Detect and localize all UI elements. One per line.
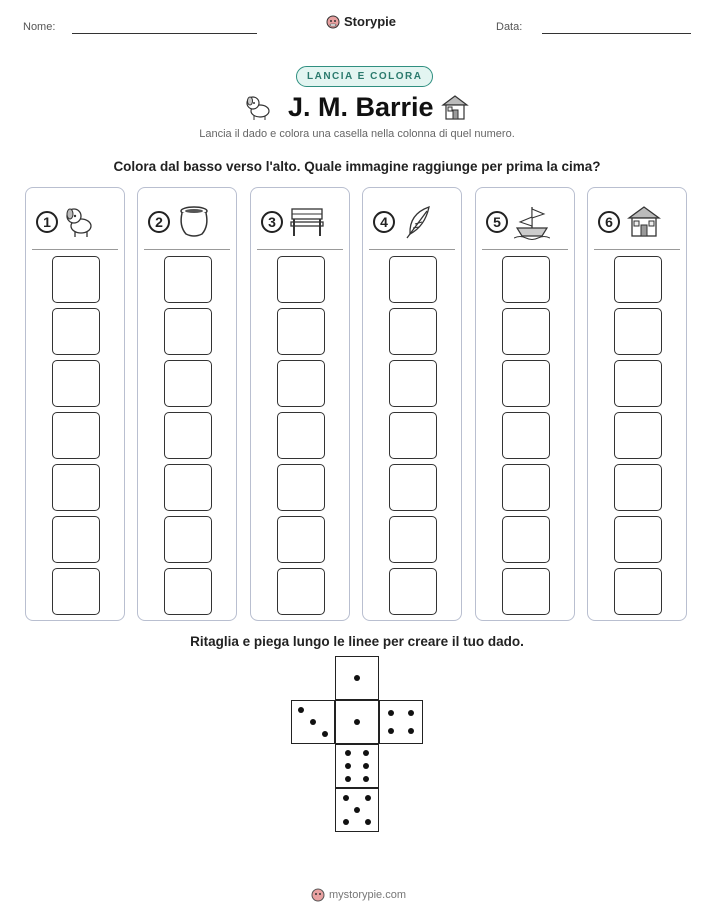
- column-6: [587, 187, 687, 621]
- column-1: [25, 187, 125, 621]
- color-box[interactable]: [277, 308, 325, 355]
- color-box[interactable]: [277, 516, 325, 563]
- die-pip: [363, 776, 369, 782]
- column-header: [373, 204, 437, 240]
- die-pip: [354, 675, 360, 681]
- date-line[interactable]: [542, 33, 691, 34]
- color-box[interactable]: [164, 464, 212, 511]
- color-box[interactable]: [502, 464, 550, 511]
- pot-icon: [176, 204, 212, 240]
- die-face-3: [291, 700, 335, 744]
- name-line[interactable]: [72, 33, 257, 34]
- color-box[interactable]: [502, 308, 550, 355]
- brand-logo: [326, 14, 396, 29]
- subtitle: Lancia il dado e colora una casella nella colonna di quel numero.: [199, 128, 515, 140]
- color-box[interactable]: [614, 568, 662, 615]
- die-pip: [354, 719, 360, 725]
- name-label: Nome:: [23, 21, 56, 33]
- die-pip: [365, 795, 371, 801]
- color-box[interactable]: [52, 308, 100, 355]
- color-box[interactable]: [502, 568, 550, 615]
- die-pip: [343, 795, 349, 801]
- die-face-6: [335, 744, 379, 788]
- color-box[interactable]: [614, 516, 662, 563]
- column-divider: [144, 249, 230, 250]
- die-pip: [354, 807, 360, 813]
- color-box[interactable]: [389, 360, 437, 407]
- color-box[interactable]: [164, 256, 212, 303]
- color-box[interactable]: [52, 568, 100, 615]
- die-face-1: [335, 656, 379, 700]
- die-pip: [345, 763, 351, 769]
- dog-icon: [64, 204, 100, 240]
- column-4: [362, 187, 462, 621]
- page-title: J. M. Barrie: [288, 92, 434, 122]
- column-number: 5: [486, 211, 508, 233]
- color-box[interactable]: [614, 464, 662, 511]
- color-box[interactable]: [389, 308, 437, 355]
- color-box[interactable]: [164, 568, 212, 615]
- color-box[interactable]: [52, 256, 100, 303]
- feather-quill-icon: [401, 204, 437, 240]
- color-box[interactable]: [389, 412, 437, 459]
- color-box[interactable]: [277, 412, 325, 459]
- color-box[interactable]: [389, 464, 437, 511]
- color-box[interactable]: [277, 360, 325, 407]
- brand-name: Storypie: [344, 14, 397, 29]
- color-box[interactable]: [52, 360, 100, 407]
- house-icon: [440, 93, 470, 121]
- column-divider: [257, 249, 343, 250]
- color-box[interactable]: [52, 516, 100, 563]
- color-box[interactable]: [164, 412, 212, 459]
- bench-icon: [289, 204, 325, 240]
- activity-badge: LANCIA E COLORA: [296, 66, 433, 87]
- date-label: Data:: [496, 21, 523, 33]
- color-box[interactable]: [614, 412, 662, 459]
- color-box[interactable]: [164, 308, 212, 355]
- color-box[interactable]: [502, 256, 550, 303]
- pirate-ship-icon: [514, 204, 550, 240]
- column-divider: [594, 249, 680, 250]
- dice-instruction: Ritaglia e piega lungo le linee per creare il tuo dado.: [190, 634, 524, 649]
- column-divider: [482, 249, 568, 250]
- column-number: 6: [598, 211, 620, 233]
- column-3: [250, 187, 350, 621]
- color-box[interactable]: [277, 256, 325, 303]
- house-icon: [626, 204, 662, 240]
- die-pip: [365, 819, 371, 825]
- column-2: [137, 187, 237, 621]
- column-divider: [369, 249, 455, 250]
- color-box[interactable]: [389, 516, 437, 563]
- color-box[interactable]: [389, 568, 437, 615]
- dog-icon: [244, 93, 274, 121]
- die-pip: [343, 819, 349, 825]
- column-header: [486, 204, 550, 240]
- die-face-5: [335, 788, 379, 832]
- color-box[interactable]: [277, 464, 325, 511]
- column-header: [261, 204, 325, 240]
- footer: [311, 888, 406, 902]
- die-pip: [363, 750, 369, 756]
- color-box[interactable]: [389, 256, 437, 303]
- color-box[interactable]: [502, 412, 550, 459]
- column-header: [36, 204, 100, 240]
- die-pip: [298, 707, 304, 713]
- die-pip: [322, 731, 328, 737]
- color-box[interactable]: [614, 308, 662, 355]
- die-pip: [408, 710, 414, 716]
- column-header: [598, 204, 662, 240]
- color-box[interactable]: [52, 464, 100, 511]
- column-divider: [32, 249, 118, 250]
- die-face-4: [379, 700, 423, 744]
- color-box[interactable]: [164, 516, 212, 563]
- die-pip: [388, 710, 394, 716]
- column-header: [148, 204, 212, 240]
- die-pip: [388, 728, 394, 734]
- column-5: [475, 187, 575, 621]
- die-pip: [310, 719, 316, 725]
- column-number: 4: [373, 211, 395, 233]
- color-box[interactable]: [277, 568, 325, 615]
- die-pip: [345, 776, 351, 782]
- color-box[interactable]: [52, 412, 100, 459]
- instruction: Colora dal basso verso l'alto. Quale immagine raggiunge per prima la cima?: [113, 159, 601, 174]
- storypie-mascot-icon: [311, 888, 325, 902]
- column-number: 3: [261, 211, 283, 233]
- die-pip: [345, 750, 351, 756]
- color-box[interactable]: [164, 360, 212, 407]
- color-box[interactable]: [614, 360, 662, 407]
- footer-url[interactable]: mystorypie.com: [329, 889, 407, 901]
- storypie-mascot-icon: [326, 15, 340, 29]
- color-box[interactable]: [502, 360, 550, 407]
- die-pip: [408, 728, 414, 734]
- column-number: 2: [148, 211, 170, 233]
- color-box[interactable]: [614, 256, 662, 303]
- column-number: 1: [36, 211, 58, 233]
- color-box[interactable]: [502, 516, 550, 563]
- die-face-1: [335, 700, 379, 744]
- die-pip: [363, 763, 369, 769]
